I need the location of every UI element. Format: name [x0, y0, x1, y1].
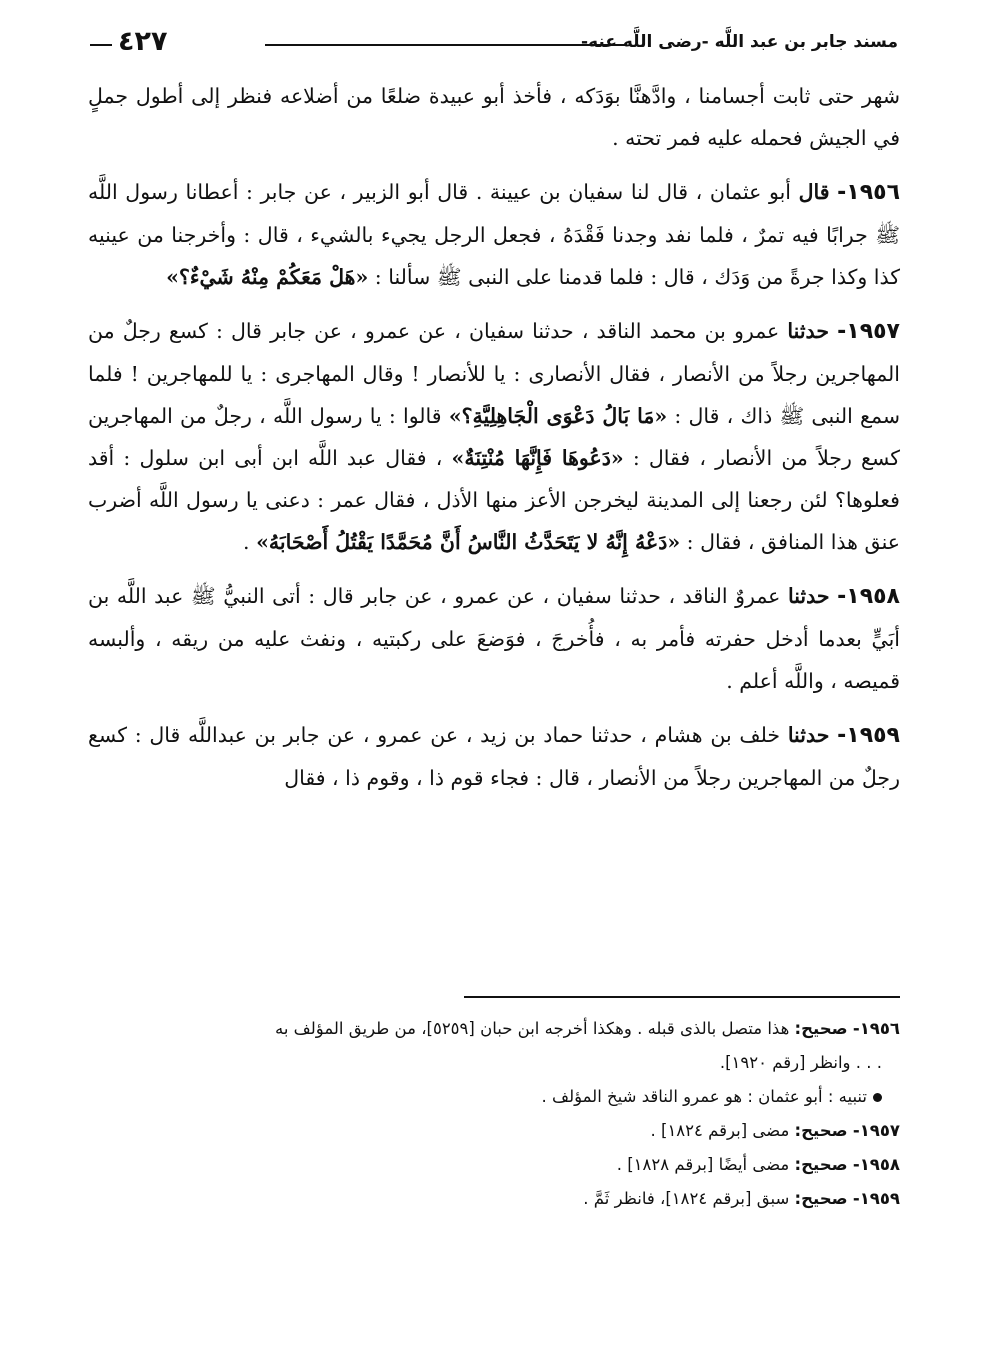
footnote-1959 — [88, 1182, 900, 1216]
footnote-number: ١٩٥٨- — [852, 1155, 900, 1174]
footnote-number: ١٩٥٧- — [852, 1121, 900, 1140]
hadith-lead: قال — [798, 180, 830, 204]
footnote-1958 — [88, 1148, 900, 1182]
bullet-icon — [873, 1093, 882, 1102]
footnote-grade: صحيح: — [794, 1121, 848, 1140]
hadith-1956 — [88, 171, 900, 298]
hadith-lead: حدثنا — [787, 584, 830, 608]
footnote-note — [88, 1080, 900, 1114]
footnote-text: تنبيه : أبو عثمان : هو عمرو الناقد شيخ المؤلف . — [541, 1087, 867, 1106]
header-rule — [265, 44, 626, 46]
footnote-1957 — [88, 1114, 900, 1148]
footnote-number: ١٩٥٦- — [852, 1019, 900, 1038]
footnote-continuation — [88, 1046, 900, 1080]
hadith-1959 — [88, 714, 900, 799]
hadith-text: . — [243, 530, 257, 554]
hadith-1957 — [88, 310, 900, 563]
hadith-number: ١٩٥٩- — [837, 723, 900, 748]
paragraph-continuation — [88, 75, 900, 159]
footnote-text: هذا متصل بالذى قبله . وهكذا أخرجه ابن حبان [٥٢٥٩]، من طريق المؤلف به — [275, 1019, 795, 1038]
page-number: ٤٢٧ — [118, 26, 168, 57]
hadith-text: ، فقال عبد اللَّه ابن أبى ابن سلول : أقد فعلوها؟ لئن رجعنا إلى المدينة ليخرجن الأعز منها الأذل ، فقال عمر : دعنى يا رسول اللَّه أضرب عنق هذا المنافق ، فقال : — [88, 446, 900, 554]
footnotes — [88, 1012, 900, 1216]
footnote-grade: صحيح: — [794, 1155, 848, 1174]
footnote-text: مضى [برقم ١٨٢٤] . — [650, 1121, 795, 1140]
footnote-grade: صحيح: — [794, 1019, 848, 1038]
hadith-lead: حدثنا — [787, 723, 830, 747]
footnote-text: . . . وانظر [رقم ١٩٢٠]. — [719, 1053, 882, 1072]
hadith-number: ١٩٥٨- — [837, 584, 900, 609]
page-header — [90, 26, 898, 60]
footnote-1956 — [88, 1012, 900, 1046]
main-text — [88, 75, 900, 811]
hadith-1958 — [88, 575, 900, 702]
footnote-text: مضى أيضًا [برقم ١٨٢٨] . — [616, 1155, 795, 1174]
hadith-number: ١٩٥٧- — [837, 319, 900, 344]
paragraph-text: شهر حتى ثابت أجسامنا ، وادَّهنَّا بوَدَكه ، فأخذ أبو عبيدة ضلعًا من أضلاعه فنظر إلى أطول جملٍ في الجيش فحمله عليه فمر تحته . — [88, 84, 900, 150]
header-rule-short — [90, 44, 112, 46]
running-title: مسند جابر بن عبد اللَّه -رضى اللَّه عنه- — [581, 32, 898, 52]
footnote-number: ١٩٥٩- — [852, 1189, 900, 1208]
hadith-text: خلف بن هشام ، حدثنا حماد بن زيد ، عن عمرو ، عن جابر بن عبداللَّه قال : كسع رجلٌ من المهاجرين رجلاً من الأنصار ، قال : فجاء قوم ذا ، وقوم ذا ، فقال — [88, 723, 900, 790]
hadith-text: عمرو بن محمد الناقد ، حدثنا سفيان ، عن عمرو ، عن جابر قال : كسع رجلٌ من المهاجرين رجلاً من الأنصار ، فقال الأنصارى : يا للأنصار ! وقال المهاجرى : يا للمهاجرين ! فلما سمع النبى ﷺ ذاك ، قال : — [88, 319, 900, 428]
footnote-grade: صحيح: — [794, 1189, 848, 1208]
hadith-text: أبو عثمان ، قال لنا سفيان بن عيينة . قال أبو الزبير ، عن جابر : أعطانا رسول اللَّه ﷺ جرابًا فيه تمرٌ ، فلما نفد وجدنا فَقْدَهُ ، فجعل الرجل يجيء بالشيء ، قال : وأخرجنا من عينيه كذا وكذا جرةً من وَدَك ، قال : فلما قدمنا على النبى ﷺ سألنا : — [88, 180, 900, 289]
hadith-quote: «دَعْهُ إِنَّهُ لا يَتَحَدَّثُ النَّاسُ أَنَّ مُحَمَّدًا يَقْتُلُ أَصْحَابَهُ» — [256, 530, 681, 554]
hadith-text: قالوا : يا رسول اللَّه ، رجلٌ من المهاجرين كسع رجلاً من الأنصار ، فقال : — [88, 404, 900, 470]
hadith-quote: «هَلْ مَعَكُمْ مِنْهُ شَيْءٌ؟» — [166, 265, 369, 289]
hadith-lead: حدثنا — [787, 319, 829, 343]
hadith-text: عمروٌ الناقد ، حدثنا سفيان ، عن عمرو ، عن جابر قال : أتى النبيُّ ﷺ عبد اللَّه بن أبَيٍّ بعدما أدخل حفرته فأمر به ، فأُخرجَ ، فوَضعَ على ركبتيه ، ونفث عليه من ريقه ، وألبسه قميصه ، واللَّه أعلم . — [88, 584, 900, 693]
hadith-quote: «مَا بَالُ دَعْوَى الْجَاهِلِيَّةِ؟» — [448, 404, 668, 428]
hadith-quote: «دَعُوهَا فَإِنَّهَا مُنْتِنَةٌ» — [451, 446, 624, 470]
footnote-text: سبق [برقم ١٨٢٤]، فانظر ثَمَّ . — [583, 1189, 795, 1208]
footnote-separator — [464, 996, 900, 998]
hadith-number: ١٩٥٦- — [837, 180, 900, 205]
